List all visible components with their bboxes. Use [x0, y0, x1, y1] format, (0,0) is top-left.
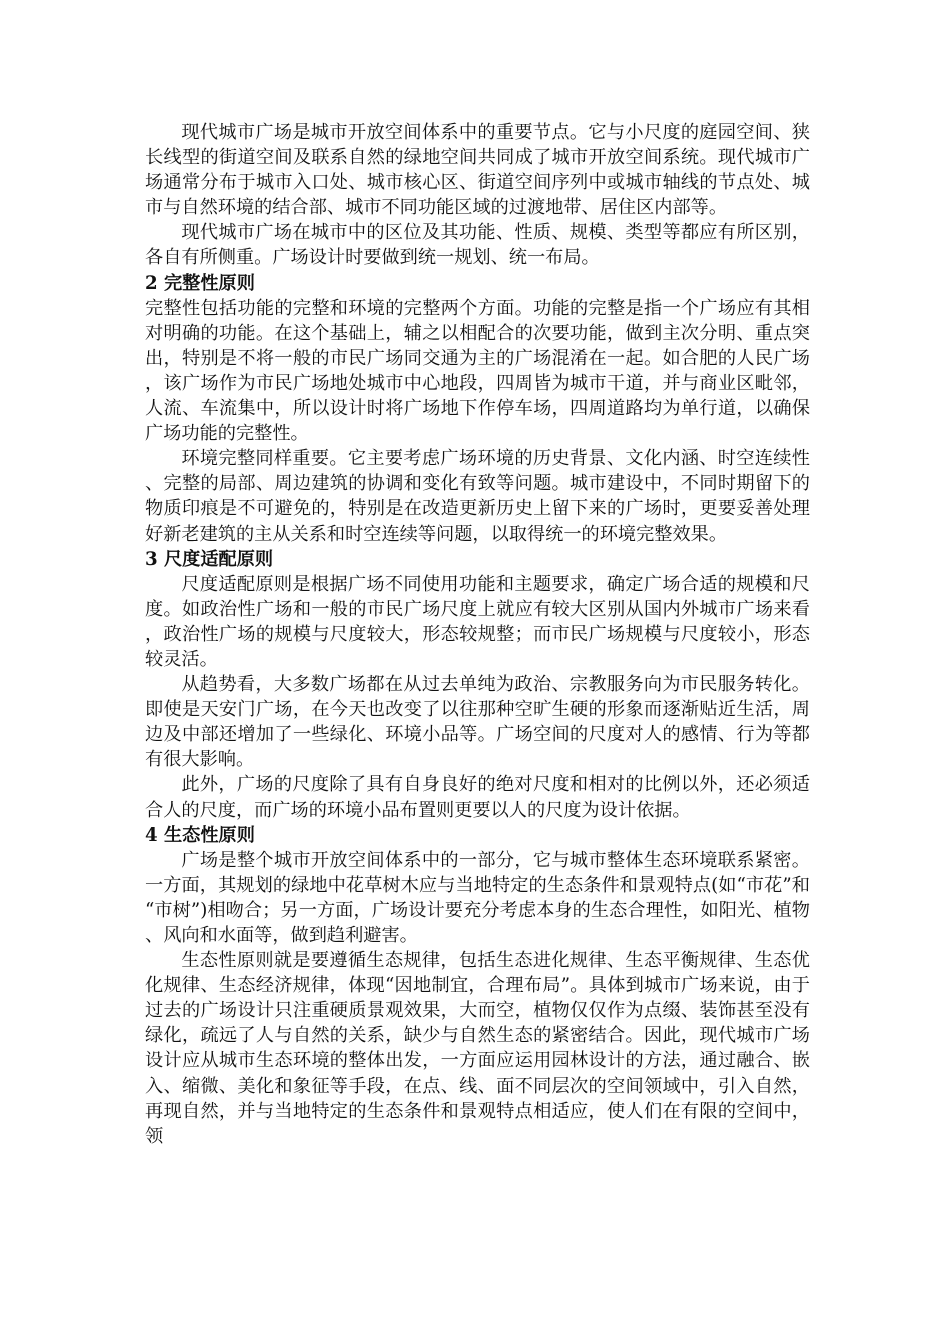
section-heading-integrity: 2 完整性原则 [145, 272, 255, 294]
paragraph-functional-integrity: 完整性包括功能的完整和环境的完整两个方面。功能的完整是指一个广场应有其相对明确的功能。在这个基础上，辅之以相配合的次要功能，做到主次分明、重点突出，特别是不将一般的市民广场同交通为主的广场混淆在一起。如合肥的人民广场，该广场作为市民广场地处城市中心地段，四周皆为城市干道，并与商业区毗邻，人流、车流集中，所以设计时将广场地下作停车场，四周道路均为单行道，以确保广场功能的完整性。 [145, 297, 810, 445]
paragraph-city-plaza-node: 现代城市广场是城市开放空间体系中的重要节点。它与小尺度的庭园空间、狭长线型的街道空间及联系自然的绿地空间共同成了城市开放空间系统。现代城市广场通常分布于城市入口处、城市核心区、街道空间序列中或城市轴线的节点处、城市与自然环境的结合部、城市不同功能区域的过渡地带、居住区内部等。 [145, 122, 810, 219]
section-heading-scale: 3 尺度适配原则 [145, 548, 274, 570]
document-page [145, 120, 810, 1149]
section-heading-ecology: 4 生态性原则 [145, 824, 255, 846]
paragraph-environmental-integrity: 环境完整同样重要。它主要考虑广场环境的历史背景、文化内涵、时空连续性、完整的局部、周边建筑的协调和变化有致等问题。城市建设中，不同时期留下的物质印痕是不可避免的，特别是在改造更新历史上留下来的广场时，更要妥善处理好新老建筑的主从关系和时空连续等问题，以取得统一的环境完整效果。 [145, 448, 810, 545]
paragraph-human-scale: 此外，广场的尺度除了具有自身良好的绝对尺度和相对的比例以外，还必须适合人的尺度，而广场的环境小品布置则更要以人的尺度为设计依据。 [145, 774, 810, 821]
paragraph-scale-principle: 尺度适配原则是根据广场不同使用功能和主题要求，确定广场合适的规模和尺度。如政治性广场和一般的市民广场尺度上就应有较大区别从国内外城市广场来看，政治性广场的规模与尺度较大，形态较规整；而市民广场规模与尺度较小，形态较灵活。 [145, 573, 810, 670]
paragraph-scale-trend: 从趋势看，大多数广场都在从过去单纯为政治、宗教服务向为市民服务转化。即使是天安门广场，在今天也改变了以往那种空旷生硬的形象而逐渐贴近生活，周边及中部还增加了一些绿化、环境小品等。广场空间的尺度对人的感情、行为等都有很大影响。 [145, 674, 810, 771]
paragraph-ecology-context: 广场是整个城市开放空间体系中的一部分，它与城市整体生态环境联系紧密。一方面，其规划的绿地中花草树木应与当地特定的生态条件和景观特点(如“市花”和“市树”)相吻合；另一方面，广场设计要充分考虑本身的生态合理性，如阳光、植物、风向和水面等，做到趋利避害。 [145, 849, 810, 946]
paragraph-plaza-location: 现代城市广场在城市中的区位及其功能、性质、规模、类型等都应有所区别，各自有所侧重。广场设计时要做到统一规划、统一布局。 [145, 222, 810, 269]
paragraph-ecology-principle: 生态性原则就是要遵循生态规律，包括生态进化规律、生态平衡规律、生态优化规律、生态经济规律，体现“因地制宜，合理布局”。具体到城市广场来说，由于过去的广场设计只注重硬质景观效果，大而空，植物仅仅作为点缀、装饰甚至没有绿化，疏远了人与自然的关系，缺少与自然生态的紧密结合。因此，现代城市广场设计应从城市生态环境的整体出发，一方面应运用园林设计的方法，通过融合、嵌入、缩微、美化和象征等手段，在点、线、面不同层次的空间领域中，引入自然，再现自然，并与当地特定的生态条件和景观特点相适应，使人们在有限的空间中，领 [145, 950, 810, 1147]
